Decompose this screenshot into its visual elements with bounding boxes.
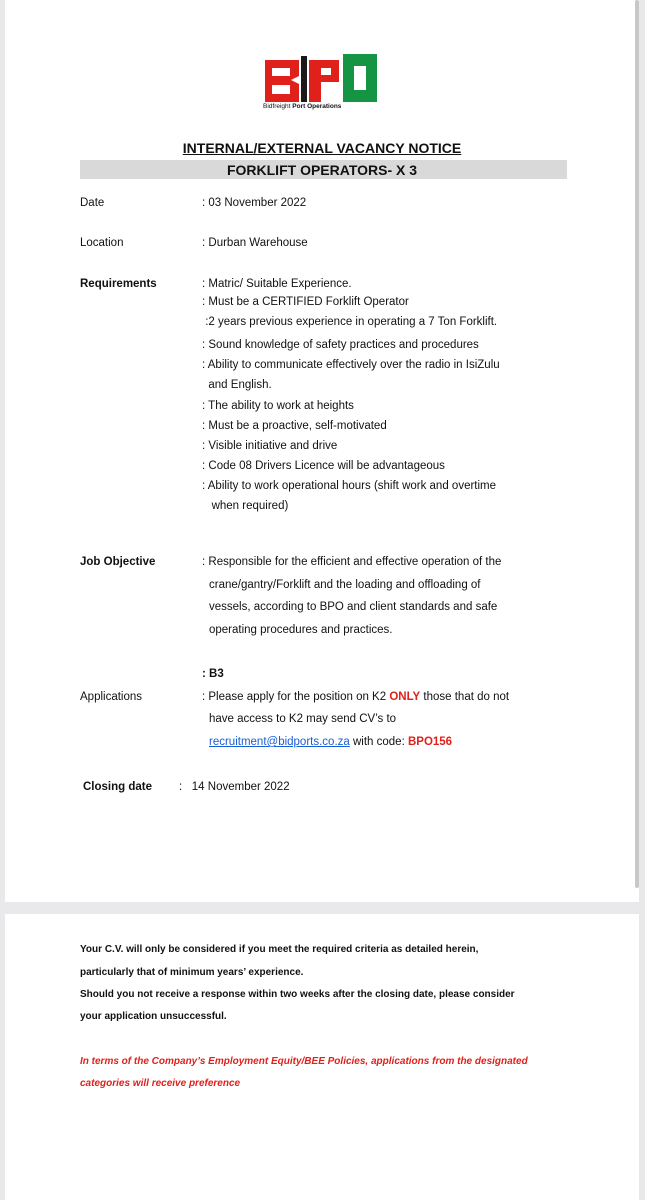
requirement-item: : Ability to work operational hours (shift work and overtime: [202, 480, 497, 492]
footer-note-line: Your C.V. will only be considered if you meet the required criteria as detailed herein,: [80, 944, 479, 955]
footer-note-line: Should you not receive a response within two weeks after the closing date, please consider: [80, 989, 515, 1000]
requirement-item: :2 years previous experience in operating a 7 Ton Forklift.: [202, 316, 498, 328]
document-page-2: [5, 914, 639, 1200]
reference-code: BPO156: [407, 736, 453, 748]
footer-note-line: particularly that of minimum years’ experience.: [80, 967, 304, 978]
job-objective-line: crane/gantry/Forklift and the loading and offloading of: [209, 579, 481, 591]
grade-value: : B3: [202, 668, 224, 680]
requirement-item: when required): [202, 500, 289, 512]
recruitment-email-link[interactable]: recruitment@bidports.co.za: [209, 736, 350, 748]
date-value: : 03 November 2022: [202, 197, 307, 209]
position-title: FORKLIFT OPERATORS- X 3: [226, 162, 418, 178]
footer-note-line: your application unsuccessful.: [80, 1011, 227, 1022]
equity-note-line: In terms of the Company’s Employment Equity/BEE Policies, applications from the designated: [80, 1056, 528, 1067]
document-page-1: [5, 0, 639, 902]
requirement-item: : Code 08 Drivers Licence will be advantageous: [202, 460, 445, 472]
equity-note-line: categories will receive preference: [80, 1078, 241, 1089]
logo-caption: Bidfreight Port Operations: [263, 103, 342, 110]
notice-title: INTERNAL/EXTERNAL VACANCY NOTICE: [182, 140, 462, 156]
location-label: Location: [80, 237, 124, 249]
applications-line-3: recruitment@bidports.co.za with code: BPO156: [209, 736, 453, 748]
job-objective-line: : Responsible for the efficient and effective operation of the: [202, 556, 502, 568]
scrollbar[interactable]: [635, 0, 639, 888]
bpo-logo: [263, 52, 383, 114]
job-objective-line: operating procedures and practices.: [209, 624, 393, 636]
only-emphasis: ONLY: [389, 691, 421, 703]
requirement-item: : Must be a CERTIFIED Forklift Operator: [202, 296, 409, 308]
requirement-item: : The ability to work at heights: [202, 400, 354, 412]
applications-line-1: : Please apply for the position on K2 ONLY those that do not: [202, 691, 510, 703]
applications-line-2: have access to K2 may send CV’s to: [209, 713, 397, 725]
requirement-item: : Matric/ Suitable Experience.: [202, 278, 352, 290]
requirement-item: : Must be a proactive, self-motivated: [202, 420, 387, 432]
requirement-item: and English.: [202, 379, 272, 391]
requirements-label: Requirements: [80, 278, 157, 290]
date-label: Date: [80, 197, 105, 209]
job-objective-label: Job Objective: [80, 556, 156, 568]
closing-date-value: : 14 November 2022: [179, 781, 290, 793]
closing-date-label: Closing date: [83, 781, 153, 793]
location-value: : Durban Warehouse: [202, 237, 308, 249]
applications-label: Applications: [80, 691, 143, 703]
requirement-item: : Sound knowledge of safety practices and procedures: [202, 339, 479, 351]
requirement-item: : Visible initiative and drive: [202, 440, 338, 452]
requirement-item: : Ability to communicate effectively over the radio in IsiZulu: [202, 359, 500, 371]
job-objective-line: vessels, according to BPO and client standards and safe: [209, 601, 498, 613]
